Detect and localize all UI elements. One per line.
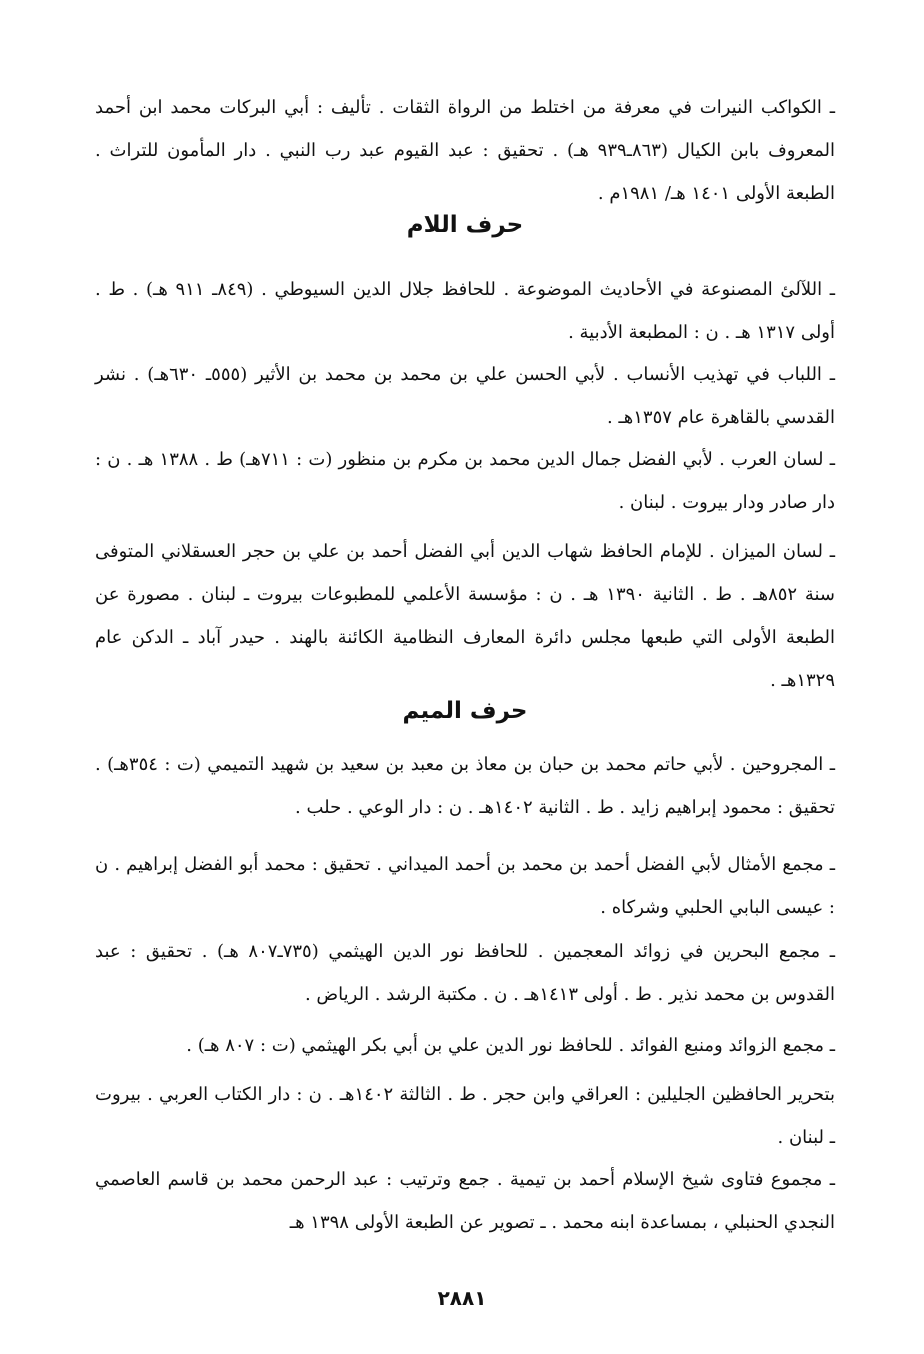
heading-lam: حرف اللام [406,212,524,238]
entry-lisan-al-mizan: ـ لسان الميزان . للإمام الحافظ شهاب الدين أبي الفضل أحمد بن علي بن حجر العسقلاني المتوفى سنة ٨٥٢هـ . ط . الثانية ١٣٩٠ هـ . ن : مؤسسة الأعلمي للمطبوعات بيروت ـ لبنان . مصورة عن الطبعة الأولى التي طبعها مجلس دائرة المعارف النظامية الكائنة بالهند . حيدر آباد ـ الدكن عام ١٣٢٩هـ . [95,541,835,691]
entry-kawakib: ـ الكواكب النيرات في معرفة من اختلط من الرواة الثقات . تأليف : أبي البركات محمد ابن أحمد المعروف بابن الكيال (٨٦٣ـ٩٣٩ هـ) . تحقيق : عبد القيوم عبد رب النبي . دار المأمون للتراث . الطبعة الأولى ١٤٠١ هـ/ ١٩٨١م . [95,97,835,204]
entry-laali: ـ اللآلئ المصنوعة في الأحاديث الموضوعة . للحافظ جلال الدين السيوطي . (٨٤٩ـ ٩١١ هـ) . ط . أولى ١٣١٧ هـ . ن : المطبعة الأدبية . [95,279,836,343]
entry-majmu-fatawa: ـ مجموع فتاوى شيخ الإسلام أحمد بن تيمية . جمع وترتيب : عبد الرحمن محمد بن قاسم العاصمي النجدي الحنبلي ، بمساعدة ابنه محمد . ـ تصوير عن الطبعة الأولى ١٣٩٨ هـ [95,1169,835,1233]
entry-lisan-al-arab: ـ لسان العرب . لأبي الفضل جمال الدين محمد بن مكرم بن منظور (ت : ٧١١هـ) ط . ١٣٨٨ هـ . ن : دار صادر ودار بيروت . لبنان . [95,449,835,513]
entry-lubab: ـ اللباب في تهذيب الأنساب . لأبي الحسن علي بن محمد بن محمد بن الأثير (٥٥٥ـ ٦٣٠هـ) . نشر القدسي بالقاهرة عام ١٣٥٧هـ . [95,364,835,428]
page-number: ٢٨٨١ [437,1286,487,1310]
entry-majma-zawaid: ـ مجمع الزوائد ومنبع الفوائد . للحافظ نور الدين علي بن أبي بكر الهيثمي (ت : ٨٠٧ هـ) . [186,1035,835,1056]
entry-majma-amthal: ـ مجمع الأمثال لأبي الفضل أحمد بن محمد بن أحمد الميداني . تحقيق : محمد أبو الفضل إبراهيم . ن : عيسى البابي الحلبي وشركاه . [95,854,835,918]
entry-majruhin: ـ المجروحين . لأبي حاتم محمد بن حبان بن معاذ بن معبد بن سعيد بن شهيد التميمي (ت : ٣٥٤هـ) . تحقيق : محمود إبراهيم زايد . ط . الثانية ١٤٠٢هـ . ن : دار الوعي . حلب . [95,754,835,818]
entry-majma-bahrain: ـ مجمع البحرين في زوائد المعجمين . للحافظ نور الدين الهيثمي (٧٣٥ـ٨٠٧ هـ) . تحقيق : عبد القدوس بن محمد نذير . ط . أولى ١٤١٣هـ . ن . مكتبة الرشد . الرياض . [95,941,835,1005]
entry-tahrir-hafizain: بتحرير الحافظين الجليلين : العراقي وابن حجر . ط . الثالثة ١٤٠٢هـ . ن : دار الكتاب العربي . بيروت ـ لبنان . [95,1084,835,1148]
heading-mim: حرف الميم [402,698,528,724]
